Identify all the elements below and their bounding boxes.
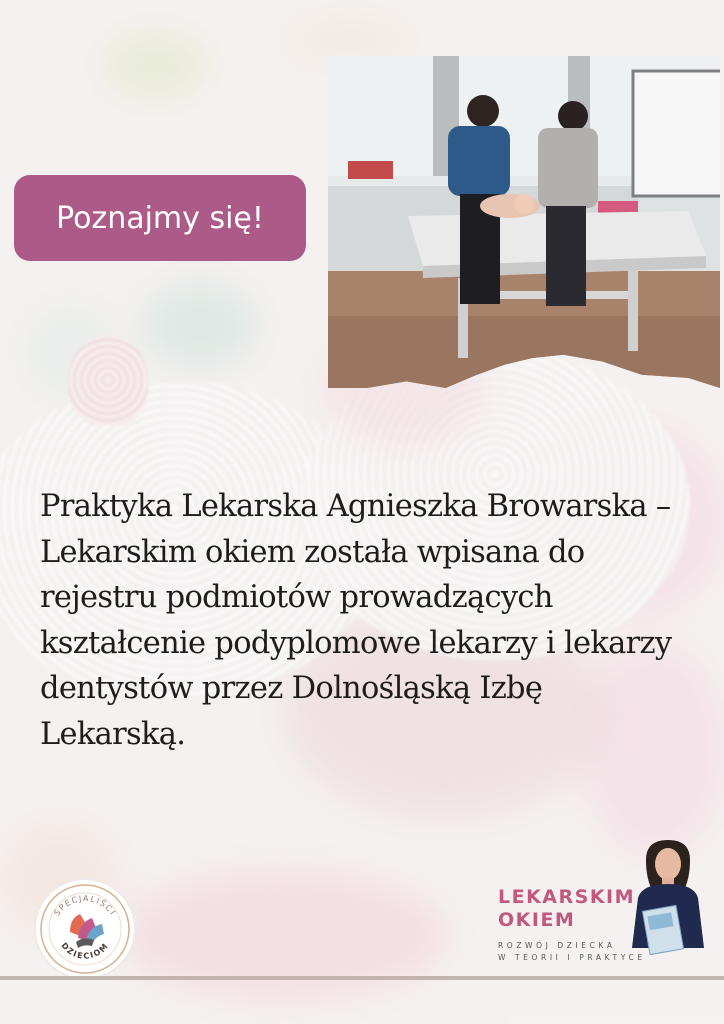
- footer-divider: [0, 976, 724, 980]
- doctor-portrait: [628, 838, 708, 958]
- badge-top-text: SPECJALIŚCI: [52, 893, 118, 918]
- brand-line2: OKIEM: [498, 909, 576, 931]
- lekarskim-okiem-logo: [498, 886, 646, 964]
- specjalisci-dzieciom-logo: [36, 880, 134, 978]
- badge-bottom-text: DZIECIOM: [59, 940, 111, 961]
- heading-pill: [14, 175, 306, 261]
- body-text: Praktyka Lekarska Agnieszka Browarska – Lekarskim okiem została wpisana do rejestru podmiotów prowadzących kształcenie podyplomowe lekarzy i lekarzy dentystów przez Dolnośląską Izbę Lekarską.: [40, 489, 672, 752]
- brand-line1: LEKARSKIM: [498, 886, 636, 908]
- brand-tagline2: W TEORII I PRAKTYCE: [498, 953, 646, 962]
- hands-icon: [70, 914, 104, 948]
- training-photo: [328, 56, 720, 388]
- training-room-photo-icon: [328, 56, 720, 388]
- brand-tagline1: ROZWÓJ DZIECKA: [498, 941, 616, 950]
- svg-text:SPECJALIŚCI: [52, 894, 117, 918]
- heading-label: Poznajmy się!: [56, 200, 264, 236]
